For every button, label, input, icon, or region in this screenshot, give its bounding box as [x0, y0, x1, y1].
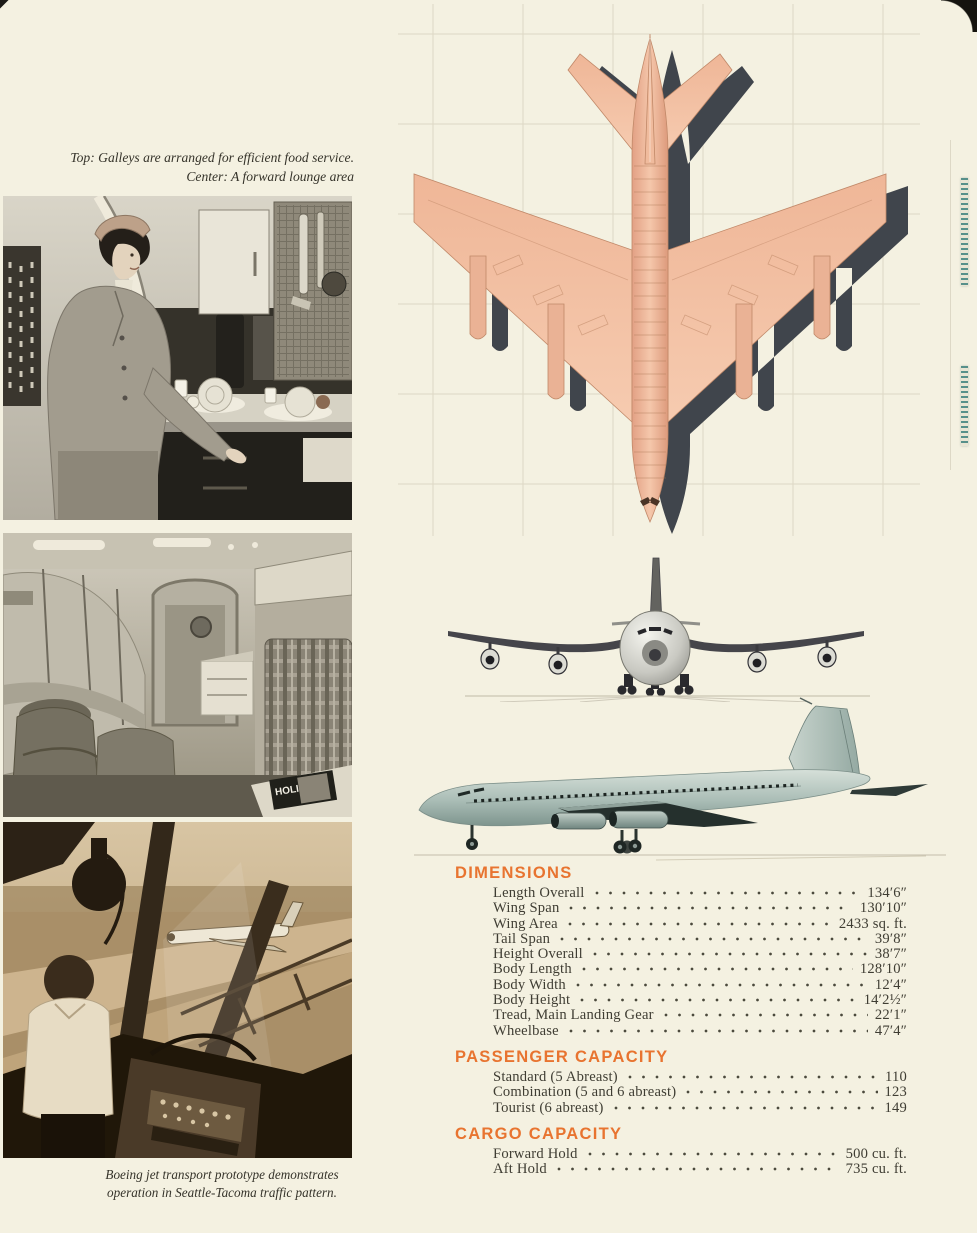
- page-edge-line: [950, 140, 951, 470]
- cargo-capacity-heading: CARGO CAPACITY: [455, 1124, 623, 1143]
- dimensions-heading: DIMENSIONS: [455, 864, 573, 882]
- dimensions-rows: [455, 886, 907, 1039]
- spec-row: [455, 962, 907, 977]
- tail-fin: [789, 706, 860, 780]
- spec-row: [455, 993, 907, 1008]
- spec-label: Height Overall: [493, 946, 583, 963]
- spec-value: 14′2½″: [863, 992, 907, 1009]
- aircraft-top-view: [414, 34, 886, 522]
- caption-line-1: Boeing jet transport prototype demonstrates: [105, 1167, 339, 1182]
- spec-value: 12′4″: [874, 976, 907, 993]
- spec-row: [455, 1008, 907, 1023]
- page-corner-shadow-topleft: [0, 0, 14, 10]
- spec-value: 149: [884, 1099, 907, 1116]
- spec-value: 123: [884, 1084, 907, 1101]
- svg-text:HOLI: HOLI: [274, 783, 300, 799]
- control-tower-photo: [3, 822, 352, 1158]
- spec-value: 735 cu. ft.: [845, 1161, 907, 1178]
- valve-knob: [322, 272, 346, 296]
- spec-value: 134′6″: [867, 885, 907, 901]
- caption-line-2: operation in Seattle-Tacoma traffic pattern.: [107, 1184, 337, 1200]
- page-corner-shadow-topright: [941, 0, 977, 32]
- spec-label: Standard (5 Abreast): [493, 1068, 618, 1085]
- photo-caption-bottom: [96, 1166, 348, 1201]
- spec-label: Tail Span: [493, 930, 551, 947]
- spec-row: [455, 1085, 907, 1100]
- spec-row: [455, 947, 907, 962]
- adjacent-page-edge-marks: [961, 178, 968, 286]
- landing-gear: [466, 825, 642, 854]
- spec-label: Forward Hold: [493, 1145, 578, 1162]
- top-view-drawing: [398, 4, 920, 536]
- spec-label: Tread, Main Landing Gear: [493, 1007, 654, 1024]
- spec-label: Body Length: [493, 961, 572, 978]
- galley-door: [199, 210, 269, 314]
- galley-photo: [3, 196, 352, 520]
- spec-value: 110: [885, 1068, 907, 1085]
- passenger-capacity-section: [455, 1048, 907, 1116]
- spec-row: [455, 932, 907, 947]
- spec-label: Body Width: [493, 976, 566, 993]
- adjacent-page-edge-marks: [961, 366, 968, 446]
- lounge-console: [201, 661, 253, 715]
- spec-value: 39′8″: [874, 930, 907, 947]
- caption-line-1: Top: Galleys are arranged for efficient food service.: [70, 150, 354, 165]
- spec-value: 2433 sq. ft.: [838, 915, 907, 932]
- spec-row: [455, 1101, 907, 1116]
- front-view-drawing: [440, 552, 895, 702]
- spec-row: [455, 917, 907, 932]
- spec-label: Length Overall: [493, 885, 585, 901]
- passenger-capacity-heading: PASSENGER CAPACITY: [455, 1047, 669, 1066]
- side-view-drawing: [406, 694, 973, 866]
- spec-label: Aft Hold: [493, 1161, 547, 1178]
- lounge-photo: [3, 533, 352, 817]
- spec-value: 128′10″: [859, 961, 907, 978]
- spec-row: [455, 886, 907, 901]
- spec-label: Wing Span: [493, 900, 560, 917]
- spec-row: [455, 1147, 907, 1162]
- spec-label: Wing Area: [493, 915, 558, 932]
- spec-value: 22′1″: [874, 1007, 907, 1024]
- forward-doorway: [153, 580, 253, 725]
- passenger-capacity-rows: [455, 1070, 907, 1116]
- spec-row: [455, 1024, 907, 1039]
- spec-value: 500 cu. ft.: [845, 1145, 907, 1162]
- spec-value: 130′10″: [859, 900, 907, 917]
- spec-row: [455, 1162, 907, 1177]
- spec-row: [455, 1070, 907, 1085]
- spec-label: Body Height: [493, 992, 571, 1009]
- specifications-block: [455, 864, 907, 1177]
- spec-row: [455, 978, 907, 993]
- cargo-capacity-section: [455, 1125, 907, 1178]
- caption-line-2: Center: A forward lounge area: [186, 169, 354, 184]
- spec-label: Wheelbase: [493, 1022, 559, 1039]
- photo-captions-top: [48, 148, 354, 186]
- spec-label: Tourist (6 abreast): [493, 1099, 604, 1116]
- spec-label: Combination (5 and 6 abreast): [493, 1084, 677, 1101]
- cargo-capacity-rows: [455, 1147, 907, 1178]
- spec-row: [455, 901, 907, 916]
- spec-value: 38′7″: [874, 946, 907, 963]
- tailplane: [850, 784, 928, 796]
- spec-value: 47′4″: [874, 1022, 907, 1039]
- dimensions-section: [455, 864, 907, 1039]
